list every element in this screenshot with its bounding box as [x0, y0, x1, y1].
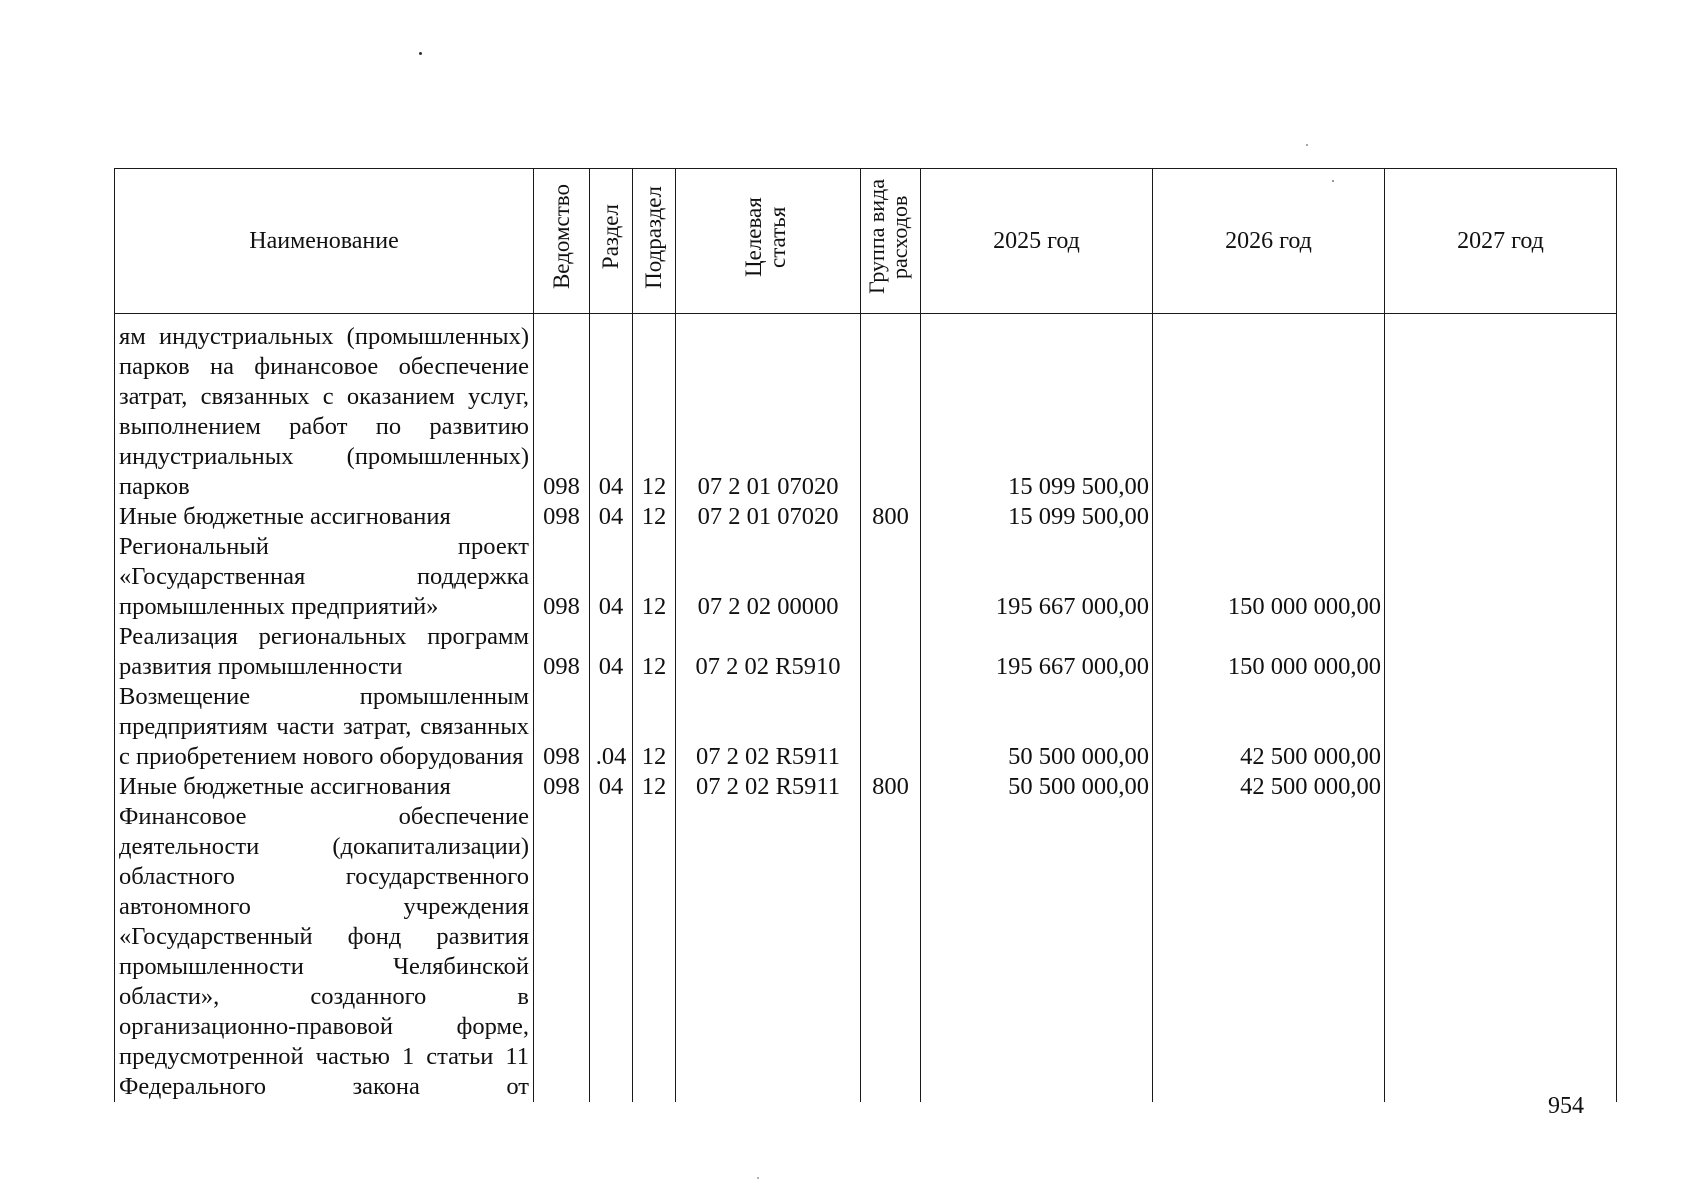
row-amount-2025: 50 500 000,00 [921, 772, 1153, 802]
row-name: Финансовое обеспечение деятельности (докапитализации) областного государственного автономного учреждения «Государственный фонд развития промышленности Челябинской области», созданного в организационно-правовой форме, предусмотренной частью 1 статьи 11 Федерального закона от [115, 802, 534, 1102]
row-amount-2026 [1153, 322, 1385, 502]
row-amount-2027 [1385, 622, 1617, 682]
row-amount-2027 [1385, 772, 1617, 802]
row-name: Реализация региональных программ развития промышленности [115, 622, 534, 682]
table-row [115, 622, 1617, 682]
row-amount-2026: 42 500 000,00 [1153, 772, 1385, 802]
header-dept: Ведомство [534, 169, 590, 314]
header-year-2027: 2027 год [1385, 169, 1617, 314]
table-row [115, 502, 1617, 532]
row-amount-2026 [1153, 802, 1385, 1102]
row-amount-2027 [1385, 502, 1617, 532]
table-row [115, 772, 1617, 802]
page-number: 954 [1548, 1093, 1584, 1119]
row-target-article: 07 2 02 00000 [676, 532, 861, 622]
table-header-row [115, 169, 1617, 314]
row-target-article: 07 2 02 R5911 [676, 772, 861, 802]
row-dept [534, 802, 590, 1102]
row-amount-2025 [921, 802, 1153, 1102]
row-name: Иные бюджетные ассигнования [115, 772, 534, 802]
header-section: Раздел [590, 169, 633, 314]
row-section: .04 [590, 682, 633, 772]
row-amount-2025: 195 667 000,00 [921, 622, 1153, 682]
row-expense-group [861, 322, 921, 502]
row-expense-group [861, 682, 921, 772]
row-dept: 098 [534, 322, 590, 502]
row-dept: 098 [534, 622, 590, 682]
table-row [115, 802, 1617, 1102]
header-subsection: Подраздел [633, 169, 676, 314]
header-target-article: Целевая статья [676, 169, 861, 314]
table-row [115, 322, 1617, 502]
scan-speck [1306, 144, 1308, 146]
row-section: 04 [590, 322, 633, 502]
scan-speck [757, 1177, 759, 1179]
row-amount-2027 [1385, 682, 1617, 772]
header-year-2025: 2025 год [921, 169, 1153, 314]
row-expense-group: 800 [861, 502, 921, 532]
row-expense-group [861, 802, 921, 1102]
row-dept: 098 [534, 502, 590, 532]
row-amount-2025: 15 099 500,00 [921, 322, 1153, 502]
row-expense-group [861, 532, 921, 622]
row-subsection: 12 [633, 532, 676, 622]
row-subsection [633, 802, 676, 1102]
row-amount-2027 [1385, 802, 1617, 1102]
table-row [115, 532, 1617, 622]
row-name: Региональный проект «Государственная поддержка промышленных предприятий» [115, 532, 534, 622]
scan-speck [419, 52, 422, 55]
row-target-article: 07 2 01 07020 [676, 502, 861, 532]
row-section: 04 [590, 622, 633, 682]
row-amount-2025: 50 500 000,00 [921, 682, 1153, 772]
row-dept: 098 [534, 772, 590, 802]
row-amount-2026: 42 500 000,00 [1153, 682, 1385, 772]
row-name: Возмещение промышленным предприятиям части затрат, связанных с приобретением нового оборудования [115, 682, 534, 772]
row-dept: 098 [534, 682, 590, 772]
row-subsection: 12 [633, 502, 676, 532]
row-target-article: 07 2 02 R5910 [676, 622, 861, 682]
header-name: Наименование [115, 169, 534, 314]
row-section: 04 [590, 772, 633, 802]
row-amount-2027 [1385, 322, 1617, 502]
header-year-2026: 2026 год [1153, 169, 1385, 314]
row-dept: 098 [534, 532, 590, 622]
row-target-article: 07 2 02 R5911 [676, 682, 861, 772]
table-row [115, 682, 1617, 772]
header-expense-group: Группа вида расходов [861, 169, 921, 314]
table-row-spacer [115, 314, 1617, 323]
row-target-article [676, 802, 861, 1102]
row-subsection: 12 [633, 622, 676, 682]
row-name: ям индустриальных (промышленных) парков на финансовое обеспечение затрат, связанных с оказанием услуг, выполнением работ по развитию индустриальных (промышленных) парков [115, 322, 534, 502]
budget-table [114, 168, 1617, 1102]
row-section [590, 802, 633, 1102]
row-subsection: 12 [633, 322, 676, 502]
row-amount-2026 [1153, 502, 1385, 532]
row-name: Иные бюджетные ассигнования [115, 502, 534, 532]
row-section: 04 [590, 532, 633, 622]
row-amount-2026: 150 000 000,00 [1153, 622, 1385, 682]
row-amount-2025: 195 667 000,00 [921, 532, 1153, 622]
row-amount-2026: 150 000 000,00 [1153, 532, 1385, 622]
row-subsection: 12 [633, 682, 676, 772]
row-target-article: 07 2 01 07020 [676, 322, 861, 502]
row-subsection: 12 [633, 772, 676, 802]
row-section: 04 [590, 502, 633, 532]
row-expense-group: 800 [861, 772, 921, 802]
row-expense-group [861, 622, 921, 682]
row-amount-2027 [1385, 532, 1617, 622]
row-amount-2025: 15 099 500,00 [921, 502, 1153, 532]
